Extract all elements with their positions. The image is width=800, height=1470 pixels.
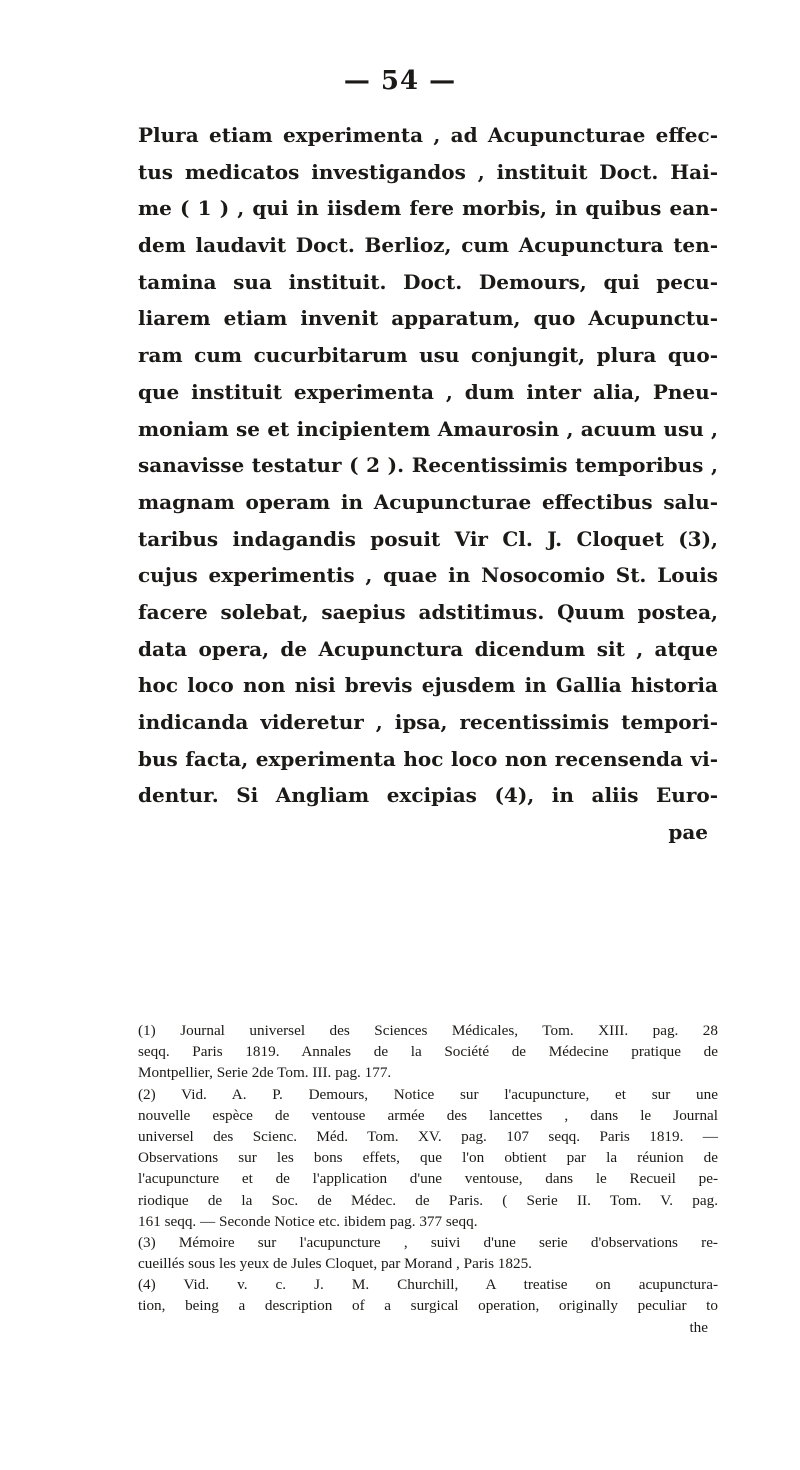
- footnotes: [138, 1020, 718, 1338]
- footnote-line: seqq. Paris 1819. Annales de la Société de Médecine pratique de: [138, 1043, 718, 1061]
- text-line: pae: [668, 820, 708, 845]
- text-line: cujus experimentis , quae in Nosocomio St. Louis: [138, 563, 718, 588]
- footnote-line: (2) Vid. A. P. Demours, Notice sur l'acupuncture, et sur une: [138, 1085, 718, 1103]
- footnote-line: Montpellier, Serie 2de Tom. III. pag. 177.: [138, 1064, 392, 1082]
- text-line: data opera, de Acupunctura dicendum sit , atque: [138, 636, 718, 661]
- footnote-line: tion, being a description of a surgical operation, originally peculiar to: [138, 1297, 718, 1315]
- text-line: tamina sua instituit. Doct. Demours, qui pecu-: [138, 269, 718, 294]
- text-line: bus facta, experimenta hoc loco non recensenda vi-: [138, 746, 718, 771]
- text-line: moniam se et incipientem Amaurosin , acuum usu ,: [138, 416, 718, 441]
- footnote-line: (3) Mémoire sur l'acupuncture , suivi d'une serie d'observations re-: [138, 1233, 718, 1251]
- footnote-line: Observations sur les bons effets, que l'on obtient par la réunion de: [138, 1149, 718, 1167]
- footnote-line: cueillés sous les yeux de Jules Cloquet, par Morand , Paris 1825.: [138, 1255, 532, 1273]
- text-line: taribus indagandis posuit Vir Cl. J. Cloquet (3),: [138, 526, 718, 551]
- footnote-line: universel des Scienc. Méd. Tom. XV. pag. 107 seqq. Paris 1819. —: [138, 1127, 718, 1145]
- footnote-line: the: [689, 1318, 708, 1336]
- text-line: magnam operam in Acupuncturae effectibus salu-: [138, 489, 718, 514]
- text-line: que instituit experimenta , dum inter alia, Pneu-: [138, 379, 718, 404]
- footnote-line: (1) Journal universel des Sciences Médicales, Tom. XIII. pag. 28: [138, 1022, 718, 1039]
- text-line: me ( 1 ) , qui in iisdem fere morbis, in quibus ean-: [138, 196, 718, 221]
- footnote-line: (4) Vid. v. c. J. M. Churchill, A treatise on acupunctura-: [138, 1276, 718, 1294]
- footnote-line: riodique de la Soc. de Médec. de Paris. ( Serie II. Tom. V. pag.: [138, 1191, 718, 1209]
- text-line: sanavisse testatur ( 2 ). Recentissimis temporibus ,: [138, 453, 718, 478]
- main-text: [138, 117, 718, 851]
- text-line: dem laudavit Doct. Berlioz, cum Acupunctura ten-: [138, 233, 718, 258]
- text-line: tus medicatos investigandos , instituit Doct. Hai-: [138, 159, 718, 184]
- footnote-line: l'acupuncture et de l'application d'une ventouse, dans le Recueil pe-: [138, 1170, 718, 1188]
- footnote-line: 161 seqq. — Seconde Notice etc. ibidem pag. 377 seqq.: [138, 1212, 478, 1230]
- page-number: — 54 —: [343, 66, 457, 96]
- text-line: hoc loco non nisi brevis ejusdem in Gallia historia: [138, 673, 718, 698]
- text-line: dentur. Si Angliam excipias (4), in aliis Euro-: [138, 783, 718, 808]
- footnote-line: nouvelle espèce de ventouse armée des lancettes , dans le Journal: [138, 1106, 718, 1124]
- text-line: facere solebat, saepius adstitimus. Quum postea,: [138, 599, 718, 624]
- text-line: liarem etiam invenit apparatum, quo Acupunctu-: [138, 306, 718, 331]
- text-line: ram cum cucurbitarum usu conjungit, plura quo-: [138, 343, 718, 368]
- text-line: indicanda videretur , ipsa, recentissimis tempori-: [138, 710, 718, 734]
- text-line: Plura etiam experimenta , ad Acupuncturae effec-: [138, 123, 718, 147]
